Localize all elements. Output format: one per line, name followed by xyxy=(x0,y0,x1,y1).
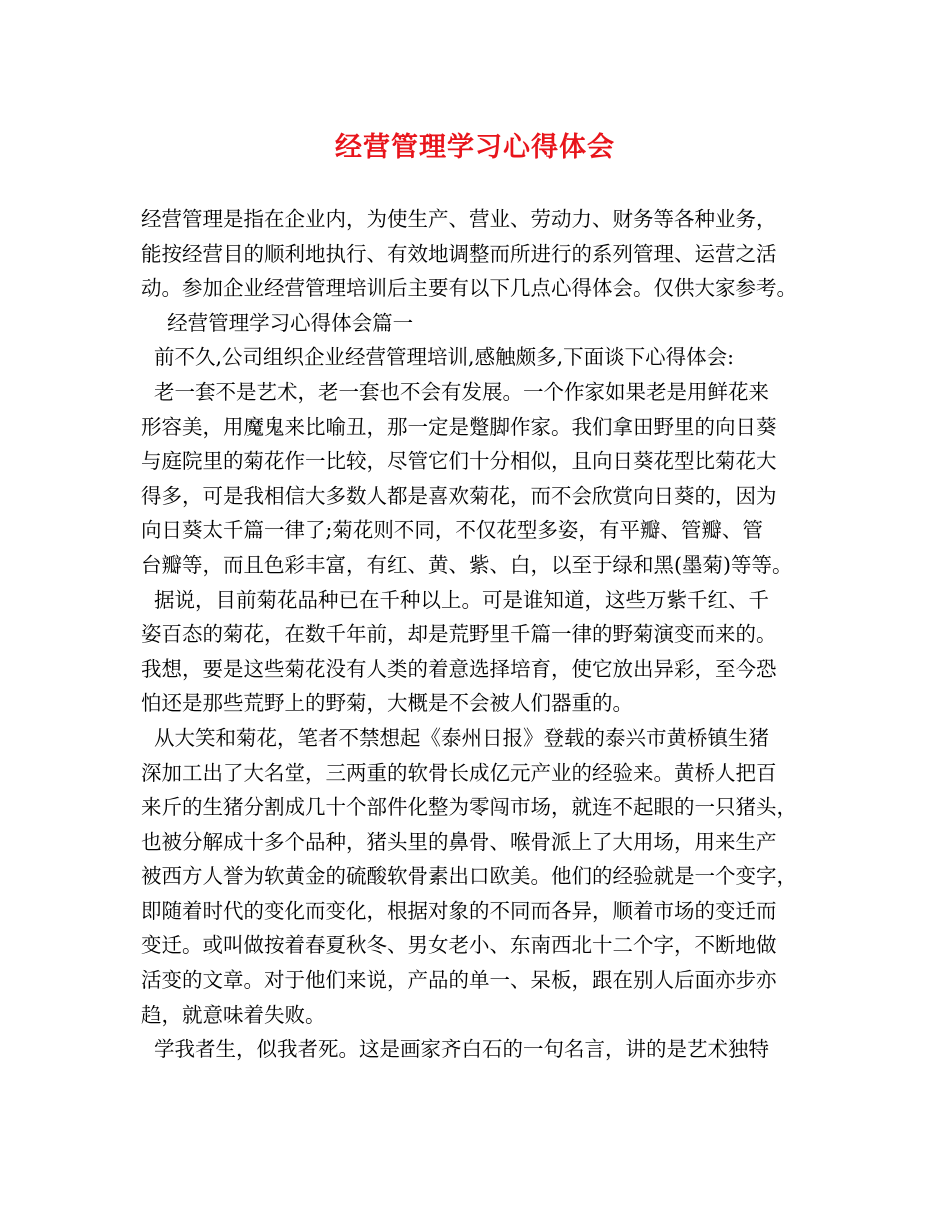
body-text-line: 姿百态的菊花，在数千年前，却是荒野里千篇一律的野菊演变而来的。 xyxy=(141,622,777,647)
body-text-line: 被西方人誉为软黄金的硫酸软骨素出口欧美。他们的经验就是一个变字， xyxy=(141,864,797,889)
body-text-line: 老一套不是艺术，老一套也不会有发展。一个作家如果老是用鲜花来 xyxy=(141,379,770,404)
body-text-line: 趋，就意味着失败。 xyxy=(141,1002,326,1027)
body-text-line: 向日葵太千篇一律了;菊花则不同，不仅花型多姿，有平瓣、管瓣、管 xyxy=(141,518,763,543)
body-text-line: 动。参加企业经营管理培训后主要有以下几点心得体会。仅供大家参考。 xyxy=(141,276,797,301)
body-text-line: 能按经营目的顺利地执行、有效地调整而所进行的系列管理、运营之活 xyxy=(141,241,777,266)
body-text-line: 来斤的生猪分割成几十个部件化整为零闯市场，就连不起眼的一只猪头， xyxy=(141,795,797,820)
body-text-line: 怕还是那些荒野上的野菊，大概是不会被人们器重的。 xyxy=(141,691,633,716)
body-text-line: 我想，要是这些菊花没有人类的着意选择培育，使它放出异彩，至今恐 xyxy=(141,656,777,681)
body-text-line: 经营管理学习心得体会篇一 xyxy=(141,310,414,335)
body-text-line: 台瓣等，而且色彩丰富，有红、黄、紫、白，以至于绿和黑(墨菊)等等。 xyxy=(141,552,793,577)
document-title: 经营管理学习心得体会 xyxy=(335,132,615,163)
document-body xyxy=(141,202,831,1067)
body-text-line: 即随着时代的变化而变化，根据对象的不同而各异，顺着市场的变迁而 xyxy=(141,898,777,923)
body-text-line: 也被分解成十多个品种，猪头里的鼻骨、喉骨派上了大用场，用来生产 xyxy=(141,829,777,854)
body-text-line: 与庭院里的菊花作一比较，尽管它们十分相似，且向日葵花型比菊花大 xyxy=(141,449,777,474)
body-text-line: 学我者生，似我者死。这是画家齐白石的一句名言，讲的是艺术独特 xyxy=(141,1037,770,1062)
body-text-line: 活变的文章。对于他们来说，产品的单一、呆板，跟在别人后面亦步亦 xyxy=(141,968,777,993)
body-text-line: 形容美，用魔鬼来比喻丑，那一定是蹩脚作家。我们拿田野里的向日葵 xyxy=(141,414,777,439)
body-text-line: 变迁。或叫做按着春夏秋冬、男女老小、东南西北十二个字，不断地做 xyxy=(141,933,777,958)
body-text-line: 前不久,公司组织企业经营管理培训,感触颇多,下面谈下心得体会: xyxy=(141,345,734,370)
body-text-line: 深加工出了大名堂，三两重的软骨长成亿元产业的经验来。黄桥人把百 xyxy=(141,760,777,785)
body-text-line: 得多，可是我相信大多数人都是喜欢菊花，而不会欣赏向日葵的，因为 xyxy=(141,483,777,508)
body-text-line: 从大笑和菊花，笔者不禁想起《泰州日报》登载的泰兴市黄桥镇生猪 xyxy=(141,725,770,750)
body-text-line: 经营管理是指在企业内，为使生产、营业、劳动力、财务等各种业务， xyxy=(141,207,777,231)
body-text-line: 据说，目前菊花品种已在千种以上。可是谁知道，这些万紫千红、千 xyxy=(141,587,770,612)
